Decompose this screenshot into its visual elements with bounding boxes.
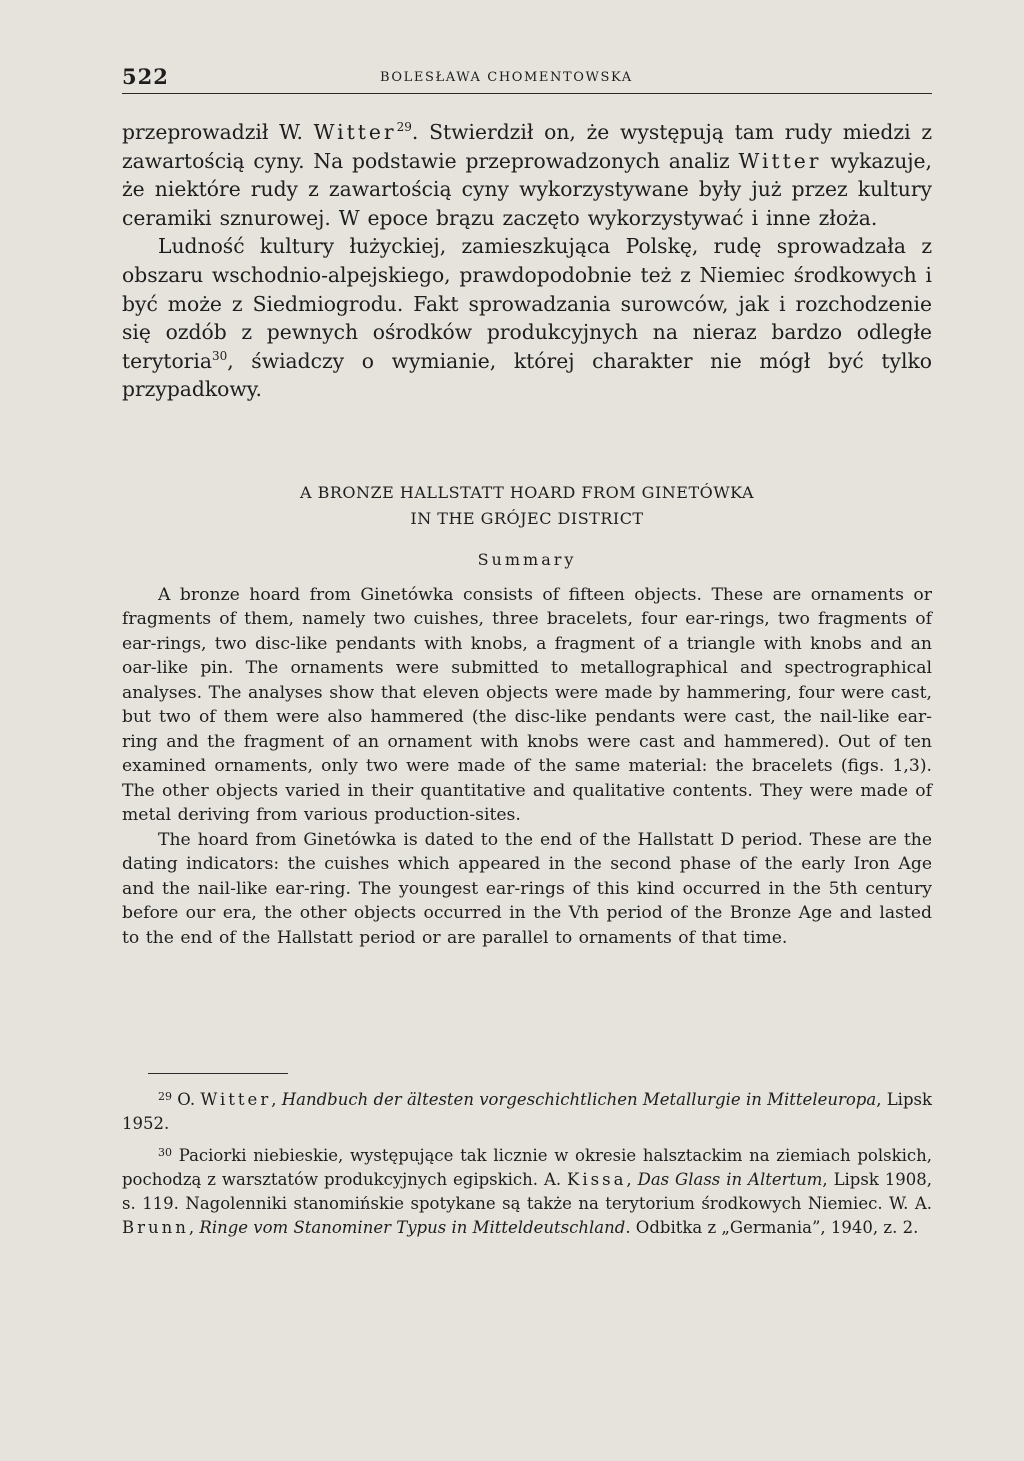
summary-paragraph: A bronze hoard from Ginetówka consists of fifteen objects. These are ornaments or fragments of them, namely two cuishes, three bracelets, four ear-rings, two fragments of ear-rings, two disc-like pendants with knobs, a fragment of a triangle with knobs and an oar-like pin. The ornaments were submitted to metallographical and spectrographical analyses. The analyses show that eleven objects were made by hammering, four were cast, but two of them were also hammered (the disc-like pendants were cast, the nail-like ear-ring and the fragment of an ornament with knobs were cast and hammered). Out of ten examined ornaments, only two were made of the same material: the bracelets (figs. 1,3). The other objects varied in their quantitative and qualitative contents. They were made of metal deriving from various production-sites. <box>122 584 932 826</box>
text-run: . Stwierdził on, że występują tam rudy miedzi z zawartością cyny. Na podstawie przeprowadzonych analiz <box>122 120 933 173</box>
text-run: , <box>626 1170 638 1190</box>
author-name: Kissa <box>567 1170 627 1190</box>
book-title: Ringe vom Stanominer Typus in Mitteldeutschland <box>199 1218 626 1238</box>
text-run: wykazuje, że niektóre rudy z zawartością cyny wykorzystywane były już przez kultury ceramiki sznurowej. W epoce brązu zaczęto wykorzystywać i inne złoża. <box>122 148 932 230</box>
footnote-ref-30: 30 <box>211 348 228 363</box>
footnotes <box>122 1088 932 1240</box>
text-run: , Lipsk 1952. <box>122 1090 932 1134</box>
main-text <box>122 118 932 404</box>
paragraph <box>122 232 932 404</box>
summary-heading: Summary <box>477 549 577 569</box>
author-name: Witter <box>738 148 822 173</box>
page-number: 522 <box>122 64 169 89</box>
header-rule <box>122 93 932 94</box>
paragraph-continuation <box>122 118 932 232</box>
footnote-30 <box>122 1144 932 1240</box>
text-run: przeprowadził W. <box>122 120 314 144</box>
summary-title-line: IN THE GRÓJEC DISTRICT <box>410 508 644 528</box>
text-run: Paciorki niebieskie, występujące tak licznie w okresie halsztackim na ziemiach polskich, pochodzą z warsztatów produkcyjnych egipskich. A. <box>122 1146 932 1190</box>
text-run: , świadczy o wymianie, której charakter nie mógł być tylko przypadkowy. <box>122 348 932 402</box>
page-body <box>122 118 932 1240</box>
text-run: O. <box>172 1090 201 1110</box>
footnote-number: 29 <box>158 1090 172 1104</box>
english-summary <box>122 480 932 951</box>
book-title: Handbuch der ältesten vorgeschichtlichen Metallurgie in Mitteleuropa <box>281 1090 877 1110</box>
book-title: Das Glass in Altertum <box>637 1170 823 1190</box>
footnote-29 <box>122 1088 932 1136</box>
summary-paragraph: The hoard from Ginetówka is dated to the end of the Hallstatt D period. These are the dating indicators: the cuishes which appeared in the second phase of the early Iron Age and the nail-like ear-ring. The youngest ear-rings of this kind occurred in the 5th century before our era, the other objects occurred in the Vth period of the Bronze Age and lasted to the end of the Hallstatt period or are parallel to ornaments of that time. <box>122 829 932 948</box>
footnote-ref-29: 29 <box>396 120 412 134</box>
summary-title-line: A BRONZE HALLSTATT HOARD FROM GINETÓWKA <box>299 482 755 502</box>
text-run: , <box>271 1090 282 1110</box>
text-run: Ludność kultury łużyckiej, zamieszkująca Polskę, rudę sprowadzała z obszaru wschodnio-alpejskiego, prawdopodobnie też z Niemiec środkowych i być może z Siedmiogrodu. Fakt sprowadzania surowców, jak i rozchodzenie się ozdób z pewnych ośrodków produkcyjnych na nieraz bardzo odległe terytoria <box>122 234 932 373</box>
author-name: Brunn <box>122 1218 189 1238</box>
author-name: Witter <box>313 120 397 144</box>
footnote-number: 30 <box>158 1146 172 1160</box>
page-header <box>122 62 932 96</box>
summary-title <box>122 480 932 532</box>
text-run: , <box>188 1218 200 1238</box>
author-name: Witter <box>200 1090 272 1110</box>
footnote-separator <box>148 1073 288 1074</box>
text-run: . Odbitka z „Germania”, 1940, z. 2. <box>625 1218 919 1238</box>
running-head: BOLESŁAWA CHOMENTOWSKA <box>380 70 633 85</box>
text-run: , Lipsk 1908, s. 119. Nagolenniki stanomińskie spotykane są także na terytorium środkowych Niemiec. W. A. <box>122 1170 932 1214</box>
